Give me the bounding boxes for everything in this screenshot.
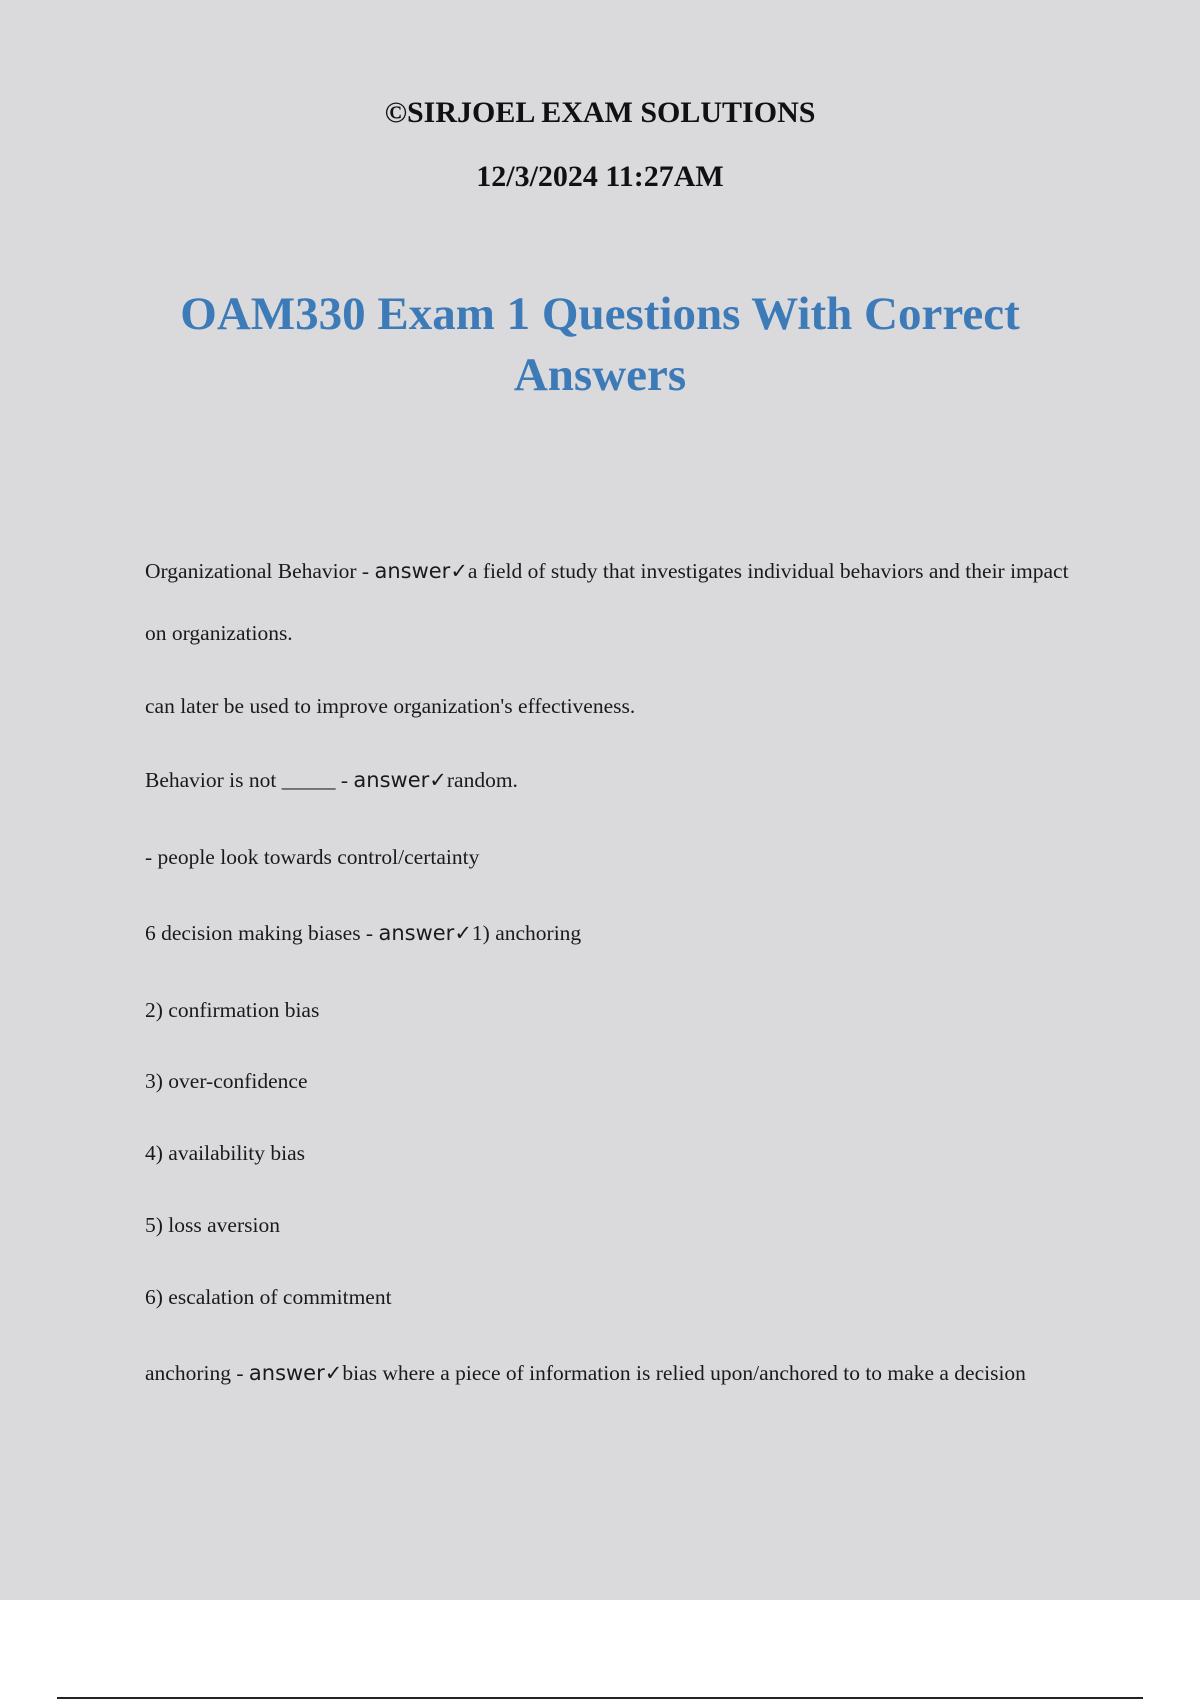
qa-entry <box>145 540 1075 664</box>
text-line: can later be used to improve organization's effectiveness. <box>145 694 636 718</box>
qa-term: Organizational Behavior - <box>145 559 375 583</box>
qa-answer: random. <box>446 768 518 792</box>
answer-marker: answer✓ <box>353 768 447 792</box>
list-item: 4) availability bias <box>145 1141 306 1165</box>
document-timestamp: 12/3/2024 11:27AM <box>476 160 724 193</box>
qa-answer: 1) anchoring <box>471 921 582 945</box>
qa-answer: a field of study that investigates individual behaviors and their impact on organizations. <box>145 559 1069 645</box>
page-divider <box>57 1697 1143 1699</box>
list-item: 6) escalation of commitment <box>145 1285 392 1309</box>
qa-term: 6 decision making biases - <box>145 921 379 945</box>
qa-term: Behavior is not _____ - <box>145 768 354 792</box>
answer-marker: answer✓ <box>248 1361 343 1385</box>
copyright-header: ©SIRJOEL EXAM SOLUTIONS <box>384 96 816 129</box>
list-item: 3) over-confidence <box>145 1069 308 1093</box>
document-title: OAM330 Exam 1 Questions With Correct Answers <box>180 288 1020 401</box>
qa-entry <box>145 749 1075 811</box>
qa-entry <box>145 902 1075 964</box>
qa-term: anchoring - <box>145 1361 249 1385</box>
answer-marker: answer✓ <box>378 921 472 945</box>
list-item: 5) loss aversion <box>145 1213 280 1237</box>
answer-marker: answer✓ <box>374 559 468 583</box>
qa-entry <box>145 1342 1075 1404</box>
qa-answer: bias where a piece of information is relied upon/anchored to to make a decision <box>342 1361 1026 1385</box>
text-line: - people look towards control/certainty <box>145 845 480 869</box>
list-item: 2) confirmation bias <box>145 998 320 1022</box>
